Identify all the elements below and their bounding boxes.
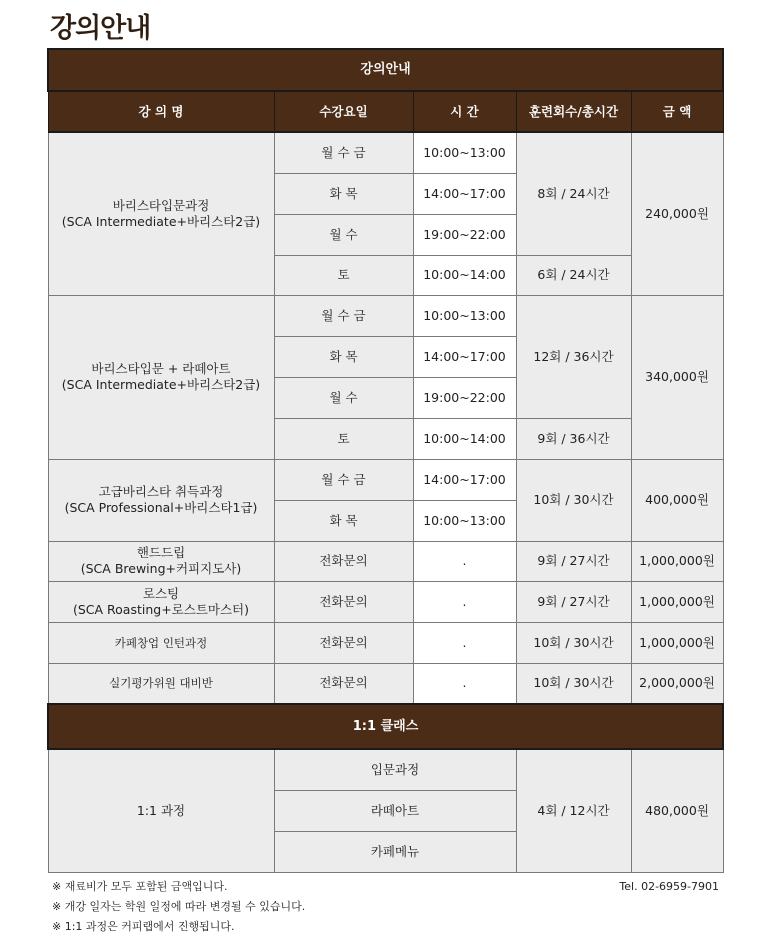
course-time: . xyxy=(413,622,516,663)
course-time: 10:00~13:00 xyxy=(413,500,516,541)
course-time: . xyxy=(413,581,516,622)
course-day: 전화문의 xyxy=(274,663,413,704)
course-price: 1,000,000원 xyxy=(631,581,723,622)
course-price: 240,000원 xyxy=(631,132,723,295)
header-course-name: 강 의 명 xyxy=(48,91,274,132)
note-item: ※ 1:1 과정은 커피랩에서 진행됩니다. xyxy=(52,920,235,933)
one-on-one-name: 1:1 과정 xyxy=(48,749,274,872)
header-days: 수강요일 xyxy=(274,91,413,132)
course-name xyxy=(48,295,274,459)
course-sessions: 9회 / 27시간 xyxy=(516,581,631,622)
course-price: 400,000원 xyxy=(631,459,723,541)
one-on-one-option: 카페메뉴 xyxy=(274,831,516,872)
header-sessions: 훈련회수/총시간 xyxy=(516,91,631,132)
header-time: 시 간 xyxy=(413,91,516,132)
course-price: 1,000,000원 xyxy=(631,541,723,581)
course-name-line2: (SCA Intermediate+바리스타2급) xyxy=(61,377,261,392)
course-price: 2,000,000원 xyxy=(631,663,723,704)
course-day: 토 xyxy=(274,418,413,459)
banner-class: 1:1 클래스 xyxy=(48,704,723,749)
table-row xyxy=(48,581,723,622)
course-day: 월 수 xyxy=(274,377,413,418)
course-time: 14:00~17:00 xyxy=(413,173,516,214)
course-sessions: 8회 / 24시간 xyxy=(516,132,631,255)
course-day: 토 xyxy=(274,255,413,295)
course-time: 14:00~17:00 xyxy=(413,336,516,377)
table-row xyxy=(48,132,723,173)
course-sessions: 10회 / 30시간 xyxy=(516,459,631,541)
course-name-line2: (SCA Roasting+로스트마스터) xyxy=(72,601,250,617)
course-sessions: 10회 / 30시간 xyxy=(516,622,631,663)
course-time: . xyxy=(413,663,516,704)
course-name-line2: (SCA Intermediate+바리스타2급) xyxy=(61,213,261,229)
page-title: 강의안내 xyxy=(50,13,151,44)
course-time: 19:00~22:00 xyxy=(413,377,516,418)
course-sessions: 9회 / 36시간 xyxy=(516,418,631,459)
course-price: 1,000,000원 xyxy=(631,622,723,663)
course-name xyxy=(48,459,274,541)
course-day: 월 수 금 xyxy=(274,132,413,173)
course-name-line1: 고급바리스타 취득과정 xyxy=(98,484,224,499)
header-price: 금 액 xyxy=(631,91,723,132)
course-day: 월 수 금 xyxy=(274,295,413,336)
table-row xyxy=(48,459,723,500)
note-item: ※ 개강 일자는 학원 일정에 따라 변경될 수 있습니다. xyxy=(52,900,306,913)
phone-number: Tel. 02-6959-7901 xyxy=(619,880,719,893)
course-sessions: 6회 / 24시간 xyxy=(516,255,631,295)
banner-row-main xyxy=(48,49,723,91)
course-day: 전화문의 xyxy=(274,622,413,663)
one-on-one-sessions: 4회 / 12시간 xyxy=(516,749,631,872)
one-on-one-option: 입문과정 xyxy=(274,749,516,790)
course-sessions: 10회 / 30시간 xyxy=(516,663,631,704)
course-day: 전화문의 xyxy=(274,581,413,622)
note-item: ※ 재료비가 모두 포함된 금액입니다. xyxy=(52,880,228,893)
table-row xyxy=(48,541,723,581)
course-time: 10:00~13:00 xyxy=(413,295,516,336)
course-day: 화 목 xyxy=(274,336,413,377)
course-name xyxy=(48,132,274,295)
course-name-line2: (SCA Professional+바리스타1급) xyxy=(64,500,258,515)
course-day: 월 수 xyxy=(274,214,413,255)
course-name: 실기평가위원 대비반 xyxy=(48,663,274,704)
banner-main: 강의안내 xyxy=(48,49,723,91)
course-table xyxy=(47,48,724,873)
course-time: 14:00~17:00 xyxy=(413,459,516,500)
table-row xyxy=(48,295,723,336)
course-name-line2: (SCA Brewing+커피지도사) xyxy=(80,561,242,576)
table-row xyxy=(48,749,723,790)
course-time: 10:00~13:00 xyxy=(413,132,516,173)
course-name-line1: 바리스타입문과정 xyxy=(112,197,210,213)
course-name-line1: 핸드드립 xyxy=(136,545,186,560)
table-row xyxy=(48,663,723,704)
course-name xyxy=(48,541,274,581)
course-time: 19:00~22:00 xyxy=(413,214,516,255)
one-on-one-option: 라떼아트 xyxy=(274,790,516,831)
course-name-line1: 바리스타입문 + 라떼아트 xyxy=(91,361,231,376)
course-day: 월 수 금 xyxy=(274,459,413,500)
one-on-one-price: 480,000원 xyxy=(631,749,723,872)
notes xyxy=(52,877,305,937)
course-name xyxy=(48,581,274,622)
header-row xyxy=(48,91,723,132)
course-time: 10:00~14:00 xyxy=(413,418,516,459)
course-sessions: 9회 / 27시간 xyxy=(516,541,631,581)
course-time: . xyxy=(413,541,516,581)
course-price: 340,000원 xyxy=(631,295,723,459)
course-name-line1: 로스팅 xyxy=(142,585,180,601)
course-day: 전화문의 xyxy=(274,541,413,581)
course-sessions: 12회 / 36시간 xyxy=(516,295,631,418)
course-day: 화 목 xyxy=(274,500,413,541)
course-time: 10:00~14:00 xyxy=(413,255,516,295)
course-name: 카페창업 인턴과정 xyxy=(48,622,274,663)
banner-row-class xyxy=(48,704,723,749)
course-day: 화 목 xyxy=(274,173,413,214)
table-row xyxy=(48,622,723,663)
